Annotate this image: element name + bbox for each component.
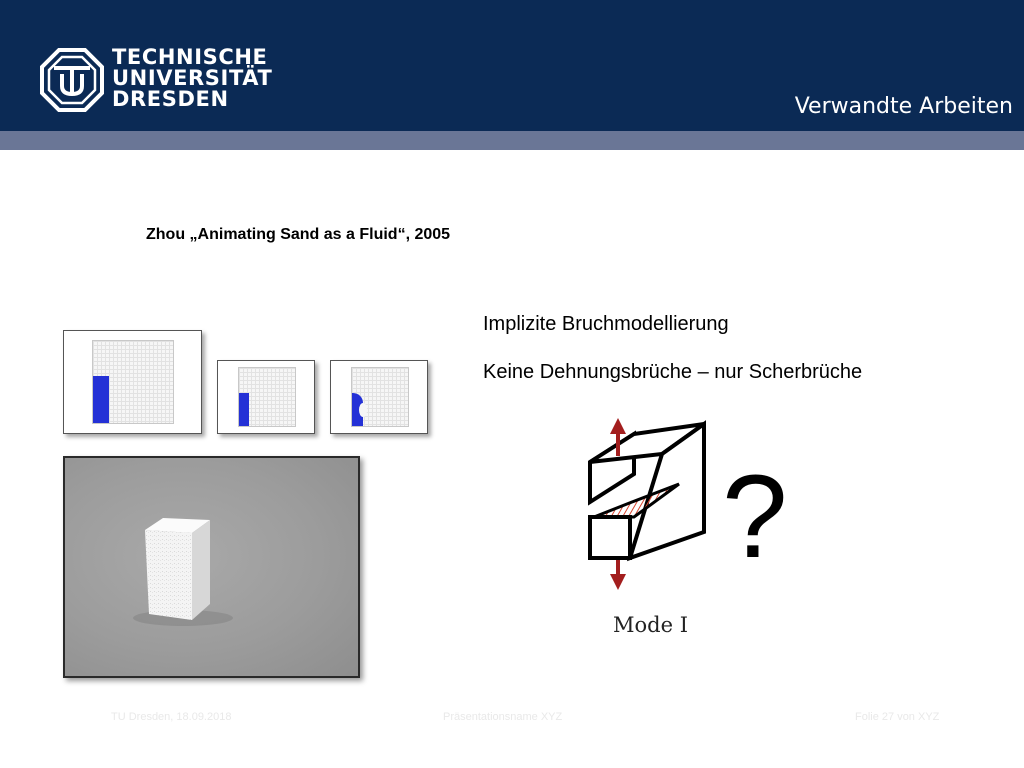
- citation: Zhou „Animating Sand as a Fluid“, 2005: [146, 226, 451, 243]
- bullet-item: Keine Dehnungsbrüche – nur Scherbrüche: [483, 361, 863, 383]
- footer-page-number: Folie 27 von XYZ: [855, 711, 940, 723]
- footer-date: TU Dresden, 18.09.2018: [111, 711, 232, 723]
- wordmark-line: TECHNISCHE: [112, 45, 268, 69]
- sand-block-graphic: [65, 458, 358, 676]
- simulation-thumbnail: [330, 360, 428, 434]
- figure-label: Mode I: [613, 613, 688, 637]
- sand-column: [239, 393, 249, 426]
- simulation-thumbnail: [217, 360, 315, 434]
- question-mark: ?: [722, 451, 788, 583]
- sand-column: [93, 376, 109, 423]
- tu-dresden-logo-icon: [40, 48, 104, 112]
- header-stripe: [0, 131, 1024, 150]
- sand-gap: [359, 403, 367, 417]
- footer-presentation-name: Präsentationsname XYZ: [443, 711, 563, 723]
- bullet-item: Implizite Bruchmodellierung: [483, 313, 729, 335]
- university-wordmark: [112, 47, 272, 110]
- slide-title: Verwandte Arbeiten: [794, 94, 1013, 119]
- mode-i-fracture-diagram: [574, 410, 724, 600]
- sand-render-image: [63, 456, 360, 678]
- simulation-thumbnail: [63, 330, 202, 434]
- wordmark-line: UNIVERSITÄT: [112, 66, 273, 90]
- wordmark-line: DRESDEN: [112, 87, 229, 111]
- arrow-down-icon: [610, 560, 626, 590]
